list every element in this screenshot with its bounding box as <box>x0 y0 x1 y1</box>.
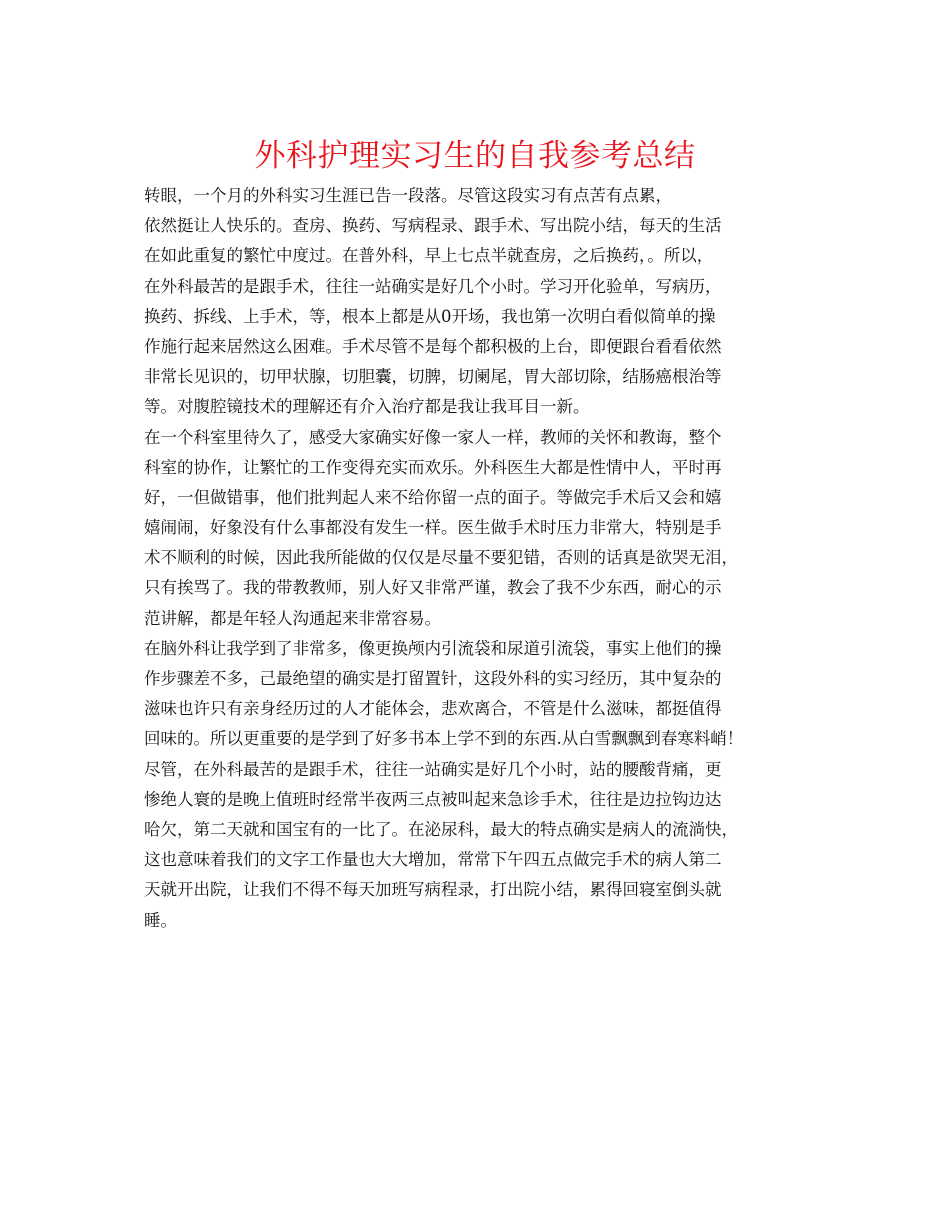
text-line: 换药、拆线、上手术，等，根本上都是从0开场，我也第一次明白看似简单的操 <box>144 306 716 326</box>
text-line: 回味的。所以更重要的是学到了好多书本上学不到的东西.从白雪飘飘到春寒料峭！ <box>144 729 744 749</box>
text-line: 转眼，一个月的外科实习生涯已告一段落。尽管这段实习有点苦有点累， <box>144 186 672 205</box>
text-line: 在一个科室里待久了，感受大家确实好像一家人一样，教师的关怀和教诲，整个 <box>144 427 722 447</box>
text-line: 术不顺利的时候，因此我所能做的仅仅是尽量不要犯错，否则的话真是欲哭无泪， <box>144 548 738 568</box>
text-line: 尽管，在外科最苦的是跟手术，往往一站确实是好几个小时，站的腰酸背痛，更 <box>144 759 722 779</box>
text-line: 好，一但做错事，他们批判起人来不给你留一点的面子。等做完手术后又会和嬉 <box>144 487 722 507</box>
text-line: 范讲解，都是年轻人沟通起来非常容易。 <box>144 608 441 628</box>
text-line: 滋味也许只有亲身经历过的人才能体会，悲欢离合，不管是什么滋味，都挺值得 <box>144 699 722 719</box>
text-line: 天就开出院，让我们不得不每天加班写病程录，打出院小结，累得回寝室倒头就 <box>144 880 722 900</box>
text-line: 依然挺让人快乐的。查房、换药、写病程录、跟手术、写出院小结，每天的生活 <box>144 216 722 236</box>
document-body <box>144 181 844 936</box>
text-line: 哈欠，第二天就和国宝有的一比了。在泌尿科，最大的特点确实是病人的流淌快， <box>144 819 738 839</box>
text-line: 作施行起来居然这么困难。手术尽管不是每个都积极的上台，即便跟台看看依然 <box>144 336 722 356</box>
text-line: 睡。 <box>144 910 177 930</box>
text-line: 在如此重复的繁忙中度过。在普外科，早上七点半就查房，之后换药，。所以， <box>144 246 714 266</box>
text-line: 作步骤差不多，己最绝望的确实是打留置针，这段外科的实习经历，其中复杂的 <box>144 669 722 688</box>
text-line: 嬉闹闹，好象没有什么事都没有发生一样。医生做手术时压力非常大，特别是手 <box>144 518 722 538</box>
text-line: 惨绝人寰的是晚上值班时经常半夜两三点被叫起来急诊手术，往往是边拉钩边达 <box>144 789 722 809</box>
text-line: 只有挨骂了。我的带教教师，别人好又非常严谨，教会了我不少东西，耐心的示 <box>144 578 722 598</box>
text-line: 这也意味着我们的文字工作量也大大增加，常常下午四五点做完手术的病人第二 <box>144 850 722 870</box>
text-line: 等。对腹腔镜技术的理解还有介入治疗都是我让我耳目一新。 <box>144 397 590 417</box>
text-line: 在脑外科让我学到了非常多，像更换颅内引流袋和尿道引流袋，事实上他们的操 <box>144 638 722 658</box>
text-line: 在外科最苦的是跟手术，往往一站确实是好几个小时。学习开化验单，写病历， <box>144 276 722 296</box>
document-title: 外科护理实习生的自我参考总结 <box>254 138 696 174</box>
text-line: 科室的协作，让繁忙的工作变得充实而欢乐。外科医生大都是性情中人，平时再 <box>144 457 722 477</box>
text-line: 非常长见识的，切甲状腺，切胆囊，切脾，切阑尾，胃大部切除，结肠癌根治等 <box>144 367 722 387</box>
